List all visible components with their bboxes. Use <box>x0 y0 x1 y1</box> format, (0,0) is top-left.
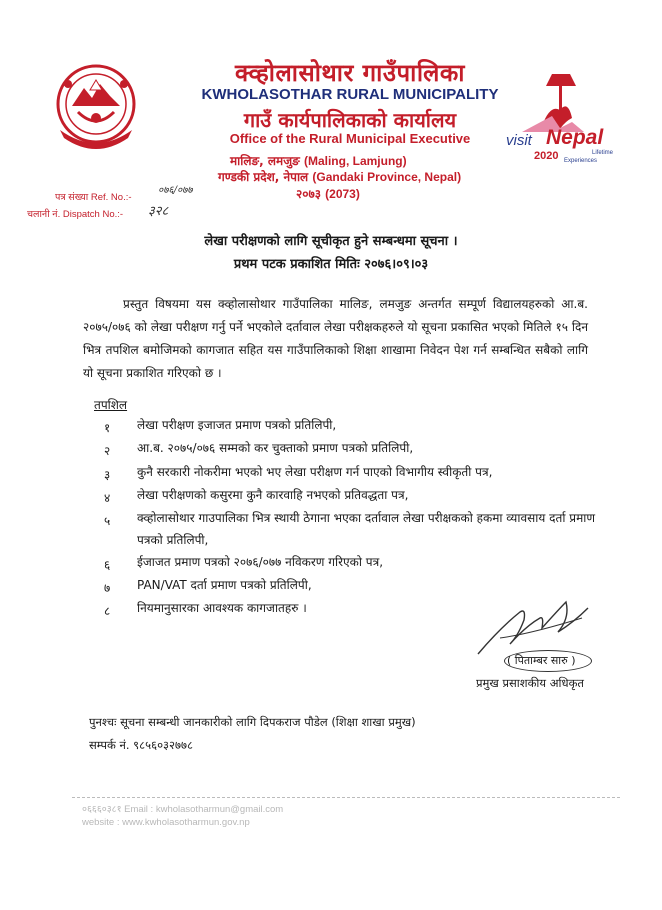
municipality-title-english: KWHOLASOTHAR RURAL MUNICIPALITY <box>201 86 499 103</box>
visit-nepal-lifetime: Lifetime <box>592 150 614 156</box>
list-item-3: कुनै सरकारी नोकरीमा भएको भए लेखा परीक्षण गर्न पाएको विभागीय स्वीकृती पत्र, <box>137 465 493 479</box>
signature-mark <box>470 588 600 660</box>
visit-nepal-nepal: Nepal <box>546 126 604 149</box>
establishment-year <box>296 185 360 202</box>
address-line-1-english: (Maling, Lamjung) <box>303 154 407 168</box>
signatory-name: ( पिताम्बर सारु ) <box>507 654 576 667</box>
year-english: (2073) <box>325 187 360 201</box>
list-item-1: लेखा परीक्षण इजाजत प्रमाण पत्रको प्रतिलिपी, <box>137 418 337 432</box>
address-line-2-english: (Gandaki Province, Nepal) <box>312 170 462 184</box>
body-paragraph <box>83 293 588 385</box>
footer-contact: ०६६६०३८१ Email : kwholasotharmun@gmail.com <box>82 804 284 815</box>
body-paragraph-text: प्रस्तुत विषयमा यस क्व्होलासोथार गाउँपालिका मालिङ, लमजुङ अन्तर्गत सम्पूर्ण विद्यालयहरुको आ.ब. २०७५/०७६ को लेखा परीक्षण गर्नु पर्ने भएकोले दर्तावाल लेखा परीक्षकहरुले यो सूचना प्रकासित भएको मितिले १५ दिन भित्र तपशिल बमोजिमको कागजात सहित यस गाउँपालिकाको शिक्षा शाखामा निवेदन पेश गर्न सम्बन्धित सबैको लागि यो सूचना प्रकाशित गरिएको छ । <box>83 297 588 380</box>
ref-no-label: पत्र संख्या Ref. No.:- <box>55 192 132 203</box>
list-item-8-num: ८ <box>104 604 111 618</box>
visit-nepal-logo <box>506 70 622 170</box>
list-item-5: क्व्होलासोथार गाउपालिका भित्र स्थायी ठेगाना भएका दर्तावाल लेखा परीक्षकको हकमा व्यावसाय दर्ता प्रमाण पत्रको प्रतिलिपी, <box>137 511 596 547</box>
visit-nepal-year: 2020 <box>534 150 559 162</box>
list-item-8: नियमानुसारका आवश्यक कागजातहरु । <box>137 601 307 615</box>
address-line-2-nepali: गण्डकी प्रदेश, नेपाल <box>218 170 309 184</box>
year-nepali: २०७३ <box>296 187 321 201</box>
office-title-english: Office of the Rural Municipal Executive <box>229 131 471 146</box>
list-item-1-num: १ <box>104 421 111 435</box>
list-item-4: लेखा परीक्षणको कसुरमा कुनै कारवाहि नभएको प्रतिवद्धता पत्र, <box>137 488 409 502</box>
dispatch-no-label: चलानी नं. Dispatch No.:- <box>27 209 124 220</box>
address-line-1 <box>230 152 407 169</box>
list-item-2-num: २ <box>104 444 111 458</box>
ref-no-value: ०७६/०७७ <box>158 185 193 196</box>
footer-divider <box>72 797 620 798</box>
list-item-7-num: ७ <box>104 581 111 595</box>
list-item-6: ईजाजत प्रमाण पत्रको २०७६/०७७ नविकरण गरिएको पत्र, <box>137 555 384 569</box>
postscript-line-2: सम्पर्क नं. ९८५६०३२७७८ <box>89 738 193 752</box>
address-line-1-nepali: मालिङ, लमजुङ <box>230 154 300 168</box>
visit-nepal-visit: visit <box>506 132 532 149</box>
tapsil-heading: तपशिल <box>94 398 128 412</box>
municipality-emblem <box>50 60 142 152</box>
municipality-title-nepali: क्व्होलासोथार गाउँपालिका <box>235 59 465 87</box>
list-item-4-num: ४ <box>104 491 111 505</box>
list-item-7: PAN/VAT दर्ता प्रमाण पत्रको प्रतिलिपी, <box>137 578 312 592</box>
subject-line-1: लेखा परीक्षणको लागि सूचीकृत हुने सम्बन्धमा सूचना । <box>204 234 458 249</box>
address-line-2 <box>218 168 461 185</box>
list-item-3-num: ३ <box>104 468 111 482</box>
postscript-line-1: पुनश्चः सूचना सम्बन्धी जानकारीको लागि दिपकराज पौडेल (शिक्षा शाखा प्रमुख) <box>89 715 416 729</box>
list-item-5-num: ५ <box>104 514 111 528</box>
footer-website: website : www.kwholasotharmun.gov.np <box>82 817 250 828</box>
subject-line-2: प्रथम पटक प्रकाशित मितिः २०७६।०९।०३ <box>233 257 429 272</box>
dispatch-no-value: ३२८ <box>148 204 169 219</box>
signatory-title: प्रमुख प्रसाशकीय अधिकृत <box>476 676 584 690</box>
visit-nepal-experiences: Experiences <box>564 158 598 164</box>
office-title-nepali: गाउँ कार्यपालिकाको कार्यालय <box>243 108 457 132</box>
list-item-2: आ.ब. २०७५/०७६ सम्मको कर चुक्ताको प्रमाण पत्रको प्रतिलिपी, <box>137 441 414 455</box>
list-item-6-num: ६ <box>104 558 111 572</box>
